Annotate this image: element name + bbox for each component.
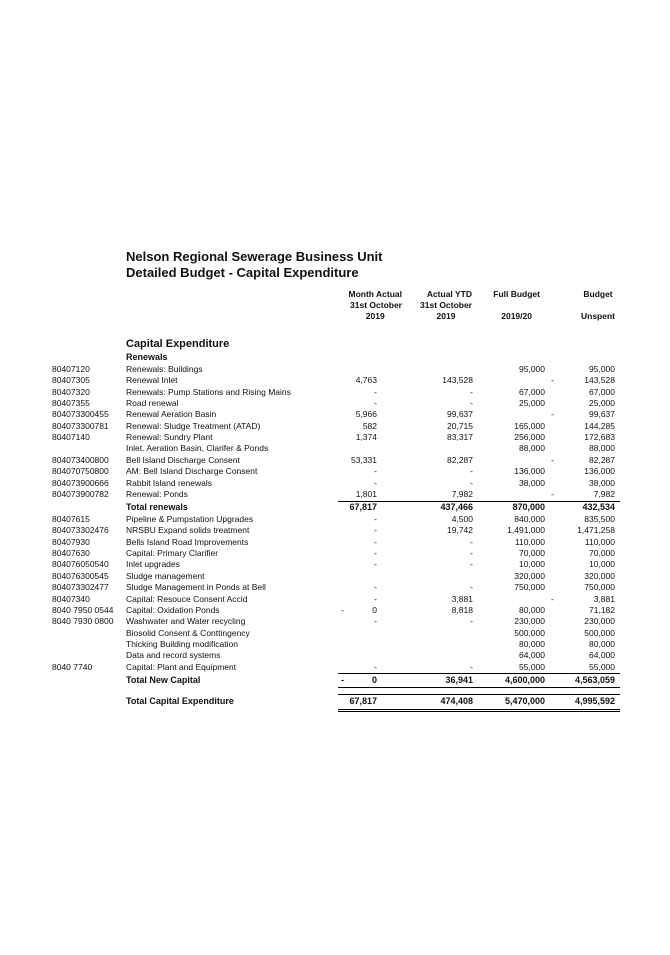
table-row bbox=[0, 639, 670, 650]
budget-unspent-value: 64,000 bbox=[589, 650, 615, 661]
actual-ytd-value: - bbox=[470, 559, 473, 570]
cost-code: 80407305 bbox=[52, 375, 90, 386]
header-month-actual-l2: 31st October bbox=[350, 300, 402, 310]
table-row bbox=[0, 455, 670, 466]
row-description: Thicking Building modification bbox=[126, 638, 238, 649]
actual-ytd-value: - bbox=[470, 466, 473, 477]
budget-unspent-value: 432,534 bbox=[582, 502, 615, 513]
month-actual-value: - bbox=[374, 582, 377, 593]
cost-code: 80407340 bbox=[52, 593, 90, 604]
actual-ytd-value: 82,287 bbox=[447, 454, 473, 465]
row-description: AM: Bell Island Discharge Consent bbox=[126, 466, 258, 477]
table-row bbox=[0, 537, 670, 548]
actual-ytd-value: - bbox=[470, 582, 473, 593]
header-full-budget-l1: Full Budget bbox=[493, 289, 540, 299]
table-row bbox=[0, 571, 670, 582]
table-row bbox=[0, 443, 670, 454]
month-actual-dash: - bbox=[341, 604, 344, 615]
table-row bbox=[0, 525, 670, 536]
row-description: Renewal Inlet bbox=[126, 375, 178, 386]
cost-code: 80407120 bbox=[52, 364, 90, 374]
full-budget-value: - bbox=[551, 454, 554, 465]
header-full-budget-l3: 2019/20 bbox=[501, 311, 532, 321]
actual-ytd-value: 474,408 bbox=[440, 696, 473, 707]
row-description: Total New Capital bbox=[126, 674, 201, 685]
cost-code: 804076300545 bbox=[52, 570, 109, 581]
budget-unspent-value: 25,000 bbox=[589, 398, 615, 409]
full-budget-value: 55,000 bbox=[519, 661, 545, 672]
month-actual-value: - bbox=[374, 514, 377, 525]
total-rule bbox=[338, 687, 620, 688]
table-row bbox=[0, 662, 670, 673]
budget-unspent-value: 500,000 bbox=[584, 627, 615, 638]
full-budget-value: 1,491,000 bbox=[507, 525, 545, 536]
table-row bbox=[0, 628, 670, 639]
month-actual-value: 1,801 bbox=[355, 488, 377, 499]
cost-code: 804073300455 bbox=[52, 409, 109, 420]
table-row bbox=[0, 489, 670, 500]
cost-code: 80407930 bbox=[52, 536, 90, 547]
table-row bbox=[0, 514, 670, 525]
month-actual-value: - bbox=[374, 536, 377, 547]
total-row bbox=[0, 675, 670, 686]
full-budget-value: 750,000 bbox=[514, 582, 545, 593]
header-month-actual bbox=[348, 289, 402, 322]
budget-unspent-value: 55,000 bbox=[589, 661, 615, 672]
header-full-budget-l2 bbox=[493, 300, 540, 311]
row-description: Renewal: Sludge Treatment (ATAD) bbox=[126, 420, 261, 431]
row-description: Capital: Resouce Consent Accid bbox=[126, 593, 248, 604]
budget-unspent-value: 144,285 bbox=[584, 420, 615, 431]
report-title: Nelson Regional Sewerage Business Unit bbox=[126, 249, 383, 264]
header-actual-ytd-l2: 31st October bbox=[420, 300, 472, 310]
table-row bbox=[0, 387, 670, 398]
report-subtitle: Detailed Budget - Capital Expenditure bbox=[126, 265, 359, 280]
table-row bbox=[0, 398, 670, 409]
actual-ytd-value: 99,637 bbox=[447, 409, 473, 420]
cost-code: 804073900782 bbox=[52, 488, 109, 499]
budget-unspent-value: 88,000 bbox=[589, 443, 615, 454]
actual-ytd-value: 143,528 bbox=[442, 375, 473, 386]
header-budget-unspent bbox=[581, 289, 615, 322]
grand-total-double-rule bbox=[338, 709, 620, 712]
full-budget-value: 80,000 bbox=[519, 638, 545, 649]
table-row bbox=[0, 466, 670, 477]
month-actual-value: - bbox=[374, 616, 377, 627]
full-budget-value: - bbox=[551, 375, 554, 386]
month-actual-value: 1,374 bbox=[355, 432, 377, 443]
budget-unspent-value: 7,982 bbox=[593, 488, 615, 499]
total-row bbox=[0, 502, 670, 513]
budget-unspent-value: 1,471,258 bbox=[577, 525, 615, 536]
actual-ytd-value: 3,881 bbox=[451, 593, 473, 604]
budget-unspent-value: 4,563,059 bbox=[574, 674, 615, 685]
budget-unspent-value: 136,000 bbox=[584, 466, 615, 477]
row-description: Washwater and Water recycling bbox=[126, 616, 246, 627]
full-budget-value: - bbox=[551, 593, 554, 604]
budget-unspent-value: 67,000 bbox=[589, 386, 615, 397]
month-actual-dash: - bbox=[341, 674, 344, 685]
cost-code: 80407320 bbox=[52, 386, 90, 397]
full-budget-value: - bbox=[551, 488, 554, 499]
section-renewals: Renewals bbox=[126, 352, 168, 362]
header-month-actual-l3: 2019 bbox=[365, 311, 385, 321]
budget-unspent-value: 3,881 bbox=[593, 593, 615, 604]
budget-unspent-value: 143,528 bbox=[584, 375, 615, 386]
month-actual-value: - bbox=[374, 386, 377, 397]
header-full-budget bbox=[493, 289, 540, 322]
cost-code: 80407140 bbox=[52, 432, 90, 443]
full-budget-value: 136,000 bbox=[514, 466, 545, 477]
row-description: Capital: Primary Clarifier bbox=[126, 548, 219, 559]
actual-ytd-value: - bbox=[470, 386, 473, 397]
table-row bbox=[0, 432, 670, 443]
full-budget-value: 64,000 bbox=[519, 650, 545, 661]
full-budget-value: 88,000 bbox=[519, 443, 545, 454]
row-description: Road renewal bbox=[126, 398, 179, 409]
row-description: Sludge Management in Ponds at Bell bbox=[126, 582, 266, 593]
table-row bbox=[0, 548, 670, 559]
row-description: Biosolid Consent & Conttingency bbox=[126, 627, 250, 638]
full-budget-value: 500,000 bbox=[514, 627, 545, 638]
row-description: Renewal: Sundry Plant bbox=[126, 432, 213, 443]
full-budget-value: 110,000 bbox=[514, 536, 545, 547]
row-description: Inlet. Aeration Basin, Clarifer & Ponds bbox=[126, 443, 269, 454]
grand-total-top-rule bbox=[338, 694, 620, 695]
full-budget-value: - bbox=[551, 409, 554, 420]
budget-unspent-value: 172,683 bbox=[584, 432, 615, 443]
actual-ytd-value: - bbox=[470, 661, 473, 672]
actual-ytd-value: 83,317 bbox=[447, 432, 473, 443]
table-row bbox=[0, 559, 670, 570]
table-row bbox=[0, 582, 670, 593]
budget-unspent-value: 835,500 bbox=[584, 514, 615, 525]
budget-unspent-value: 95,000 bbox=[589, 364, 615, 374]
cost-code: 8040 7930 0800 bbox=[52, 616, 114, 627]
actual-ytd-value: 19,742 bbox=[447, 525, 473, 536]
row-description: Data and record systems bbox=[126, 650, 221, 661]
full-budget-value: 5,470,000 bbox=[504, 696, 545, 707]
actual-ytd-value: 36,941 bbox=[445, 674, 473, 685]
table-row bbox=[0, 364, 670, 375]
budget-unspent-value: 230,000 bbox=[584, 616, 615, 627]
month-actual-value: 4,763 bbox=[355, 375, 377, 386]
actual-ytd-value: - bbox=[470, 548, 473, 559]
header-budget-unspent-l1: Budget bbox=[583, 289, 613, 299]
header-budget-unspent-l2 bbox=[581, 300, 615, 311]
cost-code: 804076050540 bbox=[52, 559, 109, 570]
header-month-actual-l1: Month Actual bbox=[348, 289, 402, 299]
actual-ytd-value: - bbox=[470, 477, 473, 488]
full-budget-value: 10,000 bbox=[519, 559, 545, 570]
full-budget-value: 256,000 bbox=[514, 432, 545, 443]
table-row bbox=[0, 478, 670, 489]
month-actual-value: 0 bbox=[371, 674, 377, 685]
budget-unspent-value: 110,000 bbox=[584, 536, 615, 547]
month-actual-value: 0 bbox=[372, 604, 377, 615]
budget-unspent-value: 4,995,592 bbox=[574, 696, 615, 707]
actual-ytd-value: 8,818 bbox=[451, 604, 473, 615]
table-row bbox=[0, 616, 670, 627]
row-description: Rabbit Island renewals bbox=[126, 477, 212, 488]
budget-unspent-value: 82,287 bbox=[589, 454, 615, 465]
table-row bbox=[0, 421, 670, 432]
full-budget-value: 4,600,000 bbox=[504, 674, 545, 685]
budget-unspent-value: 320,000 bbox=[584, 570, 615, 581]
cost-code: 8040 7740 bbox=[52, 661, 93, 672]
row-description: Inlet upgrades bbox=[126, 559, 180, 570]
header-actual-ytd-l3: 2019 bbox=[436, 311, 456, 321]
budget-unspent-value: 71,182 bbox=[589, 604, 615, 615]
actual-ytd-value: - bbox=[470, 536, 473, 547]
row-description: Renewal Aeration Basin bbox=[126, 409, 217, 420]
table-row bbox=[0, 375, 670, 386]
row-description: Capital: Oxidation Ponds bbox=[126, 604, 220, 615]
row-description: Sludge management bbox=[126, 570, 205, 581]
month-actual-value: - bbox=[374, 559, 377, 570]
budget-unspent-value: 38,000 bbox=[589, 477, 615, 488]
month-actual-value: - bbox=[374, 398, 377, 409]
budget-unspent-value: 750,000 bbox=[584, 582, 615, 593]
budget-unspent-value: 10,000 bbox=[589, 559, 615, 570]
month-actual-value: 582 bbox=[362, 420, 377, 431]
full-budget-value: 80,000 bbox=[519, 604, 545, 615]
table-row bbox=[0, 605, 670, 616]
header-budget-unspent-l3: Unspent bbox=[581, 311, 615, 321]
cost-code: 804073900666 bbox=[52, 477, 109, 488]
month-actual-value: 67,817 bbox=[349, 502, 377, 513]
full-budget-value: 230,000 bbox=[514, 616, 545, 627]
month-actual-value: 67,817 bbox=[349, 696, 377, 707]
section-capital-expenditure: Capital Expenditure bbox=[126, 338, 230, 350]
actual-ytd-value: 437,466 bbox=[440, 502, 473, 513]
actual-ytd-value: - bbox=[470, 398, 473, 409]
row-description: NRSBU Expand solids treatment bbox=[126, 525, 250, 536]
budget-unspent-value: 80,000 bbox=[589, 638, 615, 649]
row-description: Renewals: Pump Stations and Rising Mains bbox=[126, 386, 291, 397]
total-row bbox=[0, 696, 670, 707]
row-description: Total renewals bbox=[126, 502, 188, 513]
cost-code: 804073400800 bbox=[52, 454, 109, 465]
full-budget-value: 25,000 bbox=[519, 398, 545, 409]
month-actual-value: - bbox=[374, 593, 377, 604]
month-actual-value: 5,966 bbox=[355, 409, 377, 420]
table-row bbox=[0, 409, 670, 420]
actual-ytd-value: 7,982 bbox=[451, 488, 473, 499]
cost-code: 80407615 bbox=[52, 514, 90, 525]
cost-code: 804073302477 bbox=[52, 582, 109, 593]
month-actual-value: - bbox=[374, 477, 377, 488]
cost-code: 80407355 bbox=[52, 398, 90, 409]
actual-ytd-value: 4,500 bbox=[451, 514, 473, 525]
full-budget-value: 38,000 bbox=[519, 477, 545, 488]
cost-code: 804073300781 bbox=[52, 420, 109, 431]
row-description: Renewals: Buildings bbox=[126, 364, 203, 374]
full-budget-value: 95,000 bbox=[519, 364, 545, 374]
month-actual-value: - bbox=[374, 525, 377, 536]
budget-unspent-value: 99,637 bbox=[589, 409, 615, 420]
row-description: Capital: Plant and Equipment bbox=[126, 661, 237, 672]
full-budget-value: 67,000 bbox=[519, 386, 545, 397]
month-actual-value: - bbox=[374, 661, 377, 672]
header-actual-ytd bbox=[420, 289, 472, 322]
header-actual-ytd-l1: Actual YTD bbox=[426, 289, 472, 299]
actual-ytd-value: - bbox=[470, 616, 473, 627]
full-budget-value: 840,000 bbox=[514, 514, 545, 525]
table-row bbox=[0, 594, 670, 605]
row-description: Bell Island Discharge Consent bbox=[126, 454, 240, 465]
cost-code: 804073302476 bbox=[52, 525, 109, 536]
month-actual-value: - bbox=[374, 548, 377, 559]
cost-code: 80407630 bbox=[52, 548, 90, 559]
actual-ytd-value: 20,715 bbox=[447, 420, 473, 431]
budget-unspent-value: 70,000 bbox=[589, 548, 615, 559]
cost-code: 8040 7950 0544 bbox=[52, 604, 114, 615]
cost-code: 804070750800 bbox=[52, 466, 109, 477]
row-description: Renewal: Ponds bbox=[126, 488, 188, 499]
month-actual-value: - bbox=[374, 466, 377, 477]
row-description: Pipeline & Pumpstation Upgrades bbox=[126, 514, 254, 525]
row-description: Total Capital Expenditure bbox=[126, 696, 234, 707]
row-description: Bells Island Road Improvements bbox=[126, 536, 249, 547]
full-budget-value: 165,000 bbox=[514, 420, 545, 431]
full-budget-value: 870,000 bbox=[512, 502, 545, 513]
full-budget-value: 70,000 bbox=[519, 548, 545, 559]
table-row bbox=[0, 650, 670, 661]
month-actual-value: 53,331 bbox=[351, 454, 377, 465]
full-budget-value: 320,000 bbox=[514, 570, 545, 581]
